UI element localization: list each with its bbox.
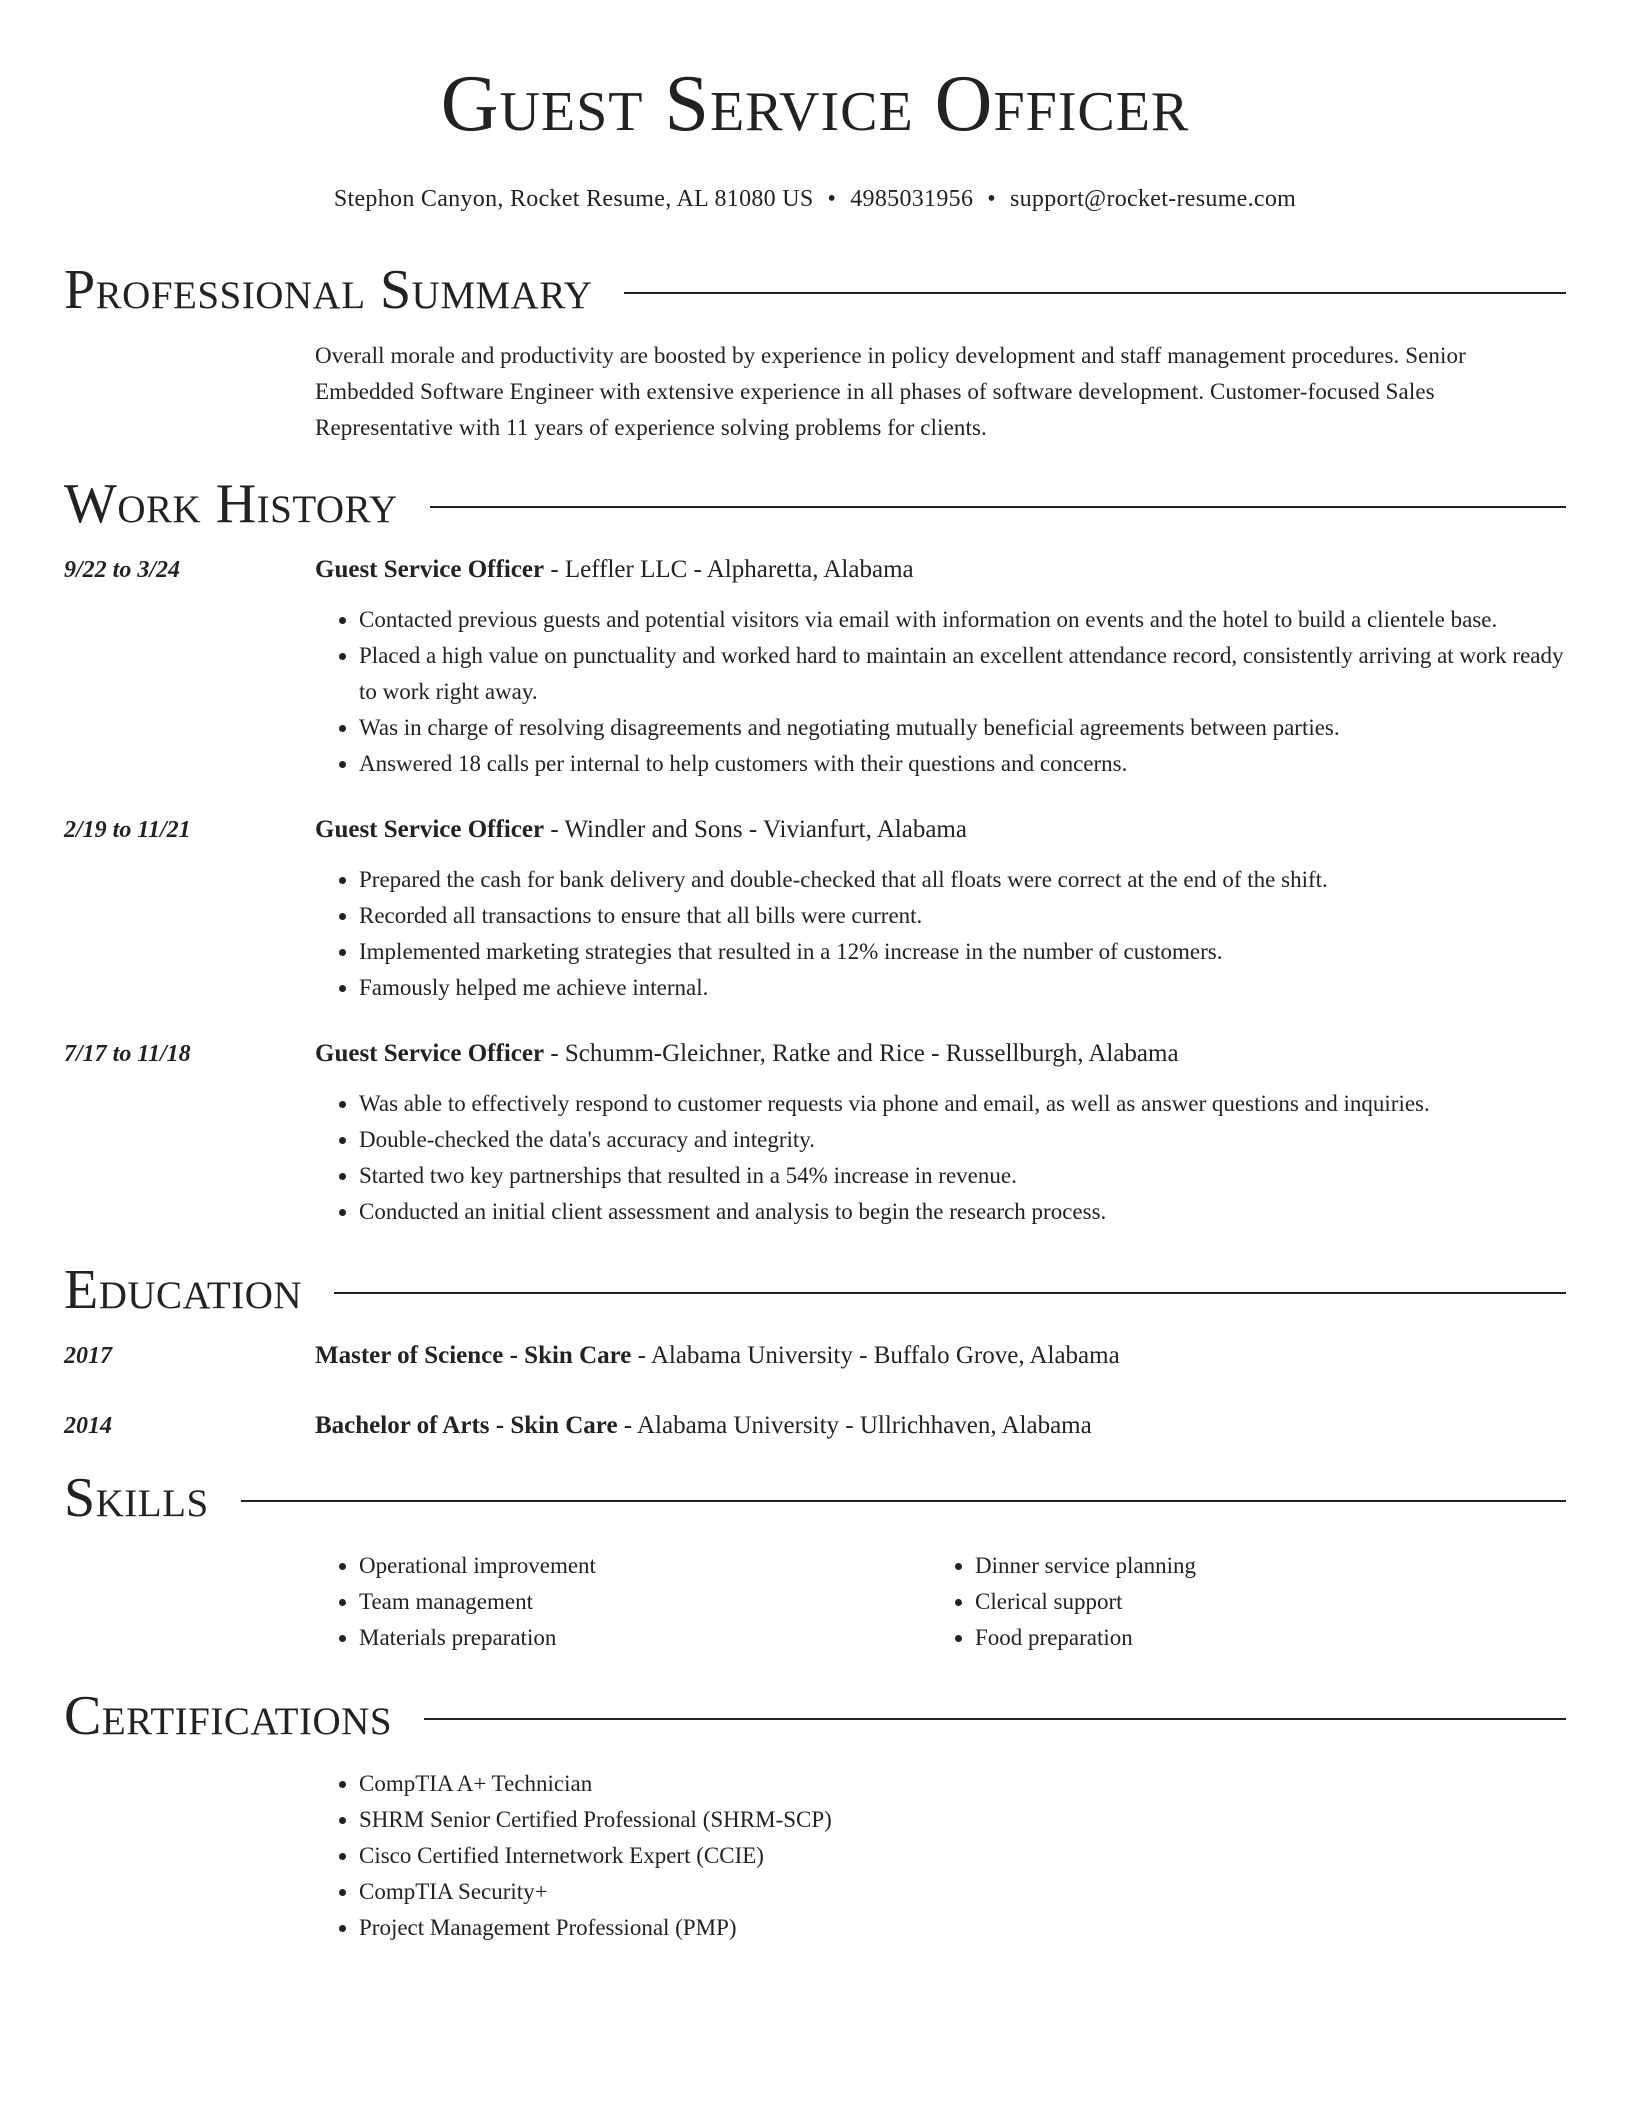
- certification-item: • CompTIA A+ Technician: [359, 1766, 1566, 1802]
- job-title: Guest Service Officer: [315, 816, 545, 843]
- work-title-line: [315, 1038, 1566, 1070]
- education-title-line: [315, 1340, 1566, 1372]
- list-item: • Conducted an initial client assessment and analysis to begin the research process.: [359, 1194, 1566, 1230]
- contact-address: Stephon Canyon, Rocket Resume, AL 81080 US: [333, 186, 814, 212]
- summary-section-header: [64, 258, 1566, 322]
- section-divider: [334, 1292, 1566, 1294]
- education-body: [315, 1410, 1566, 1442]
- work-section-header: [64, 472, 1566, 536]
- section-title-education: Education: [64, 1259, 303, 1321]
- certification-item: • Cisco Certified Internetwork Expert (CCIE): [359, 1838, 1566, 1874]
- summary-text: Overall morale and productivity are boosted by experience in policy development and staff management procedures. Senior Embedded Software Engineer with extensive experience in all phases of software development. Customer-focused Sales Representative with 11 years of experience solving problems for clients.: [315, 343, 1466, 440]
- skills-column-right: [931, 1548, 1547, 1656]
- work-bullets: [315, 862, 1566, 1006]
- work-entry: [64, 1038, 1566, 1230]
- certification-item: • CompTIA Security+: [359, 1874, 1566, 1910]
- section-divider: [430, 506, 1566, 508]
- education-year: 2014: [64, 1413, 112, 1439]
- contact-line: [64, 184, 1566, 214]
- job-details: - Windler and Sons - Vivianfurt, Alabama: [544, 816, 967, 843]
- work-bullets: [315, 1086, 1566, 1230]
- work-body: [315, 554, 1566, 782]
- certifications-list: [315, 1766, 1566, 1946]
- degree-name: Master of Science - Skin Care: [315, 1342, 632, 1369]
- list-item: • Contacted previous guests and potential visitors via email with information on events and the hotel to build a clientele base.: [359, 602, 1566, 638]
- education-year: 2017: [64, 1343, 112, 1369]
- certifications-section-header: [64, 1684, 1566, 1748]
- job-title: Guest Service Officer: [315, 1040, 545, 1067]
- work-bullets: [315, 602, 1566, 782]
- section-divider: [241, 1500, 1566, 1502]
- section-divider: [424, 1718, 1566, 1720]
- certification-item: • Project Management Professional (PMP): [359, 1910, 1566, 1946]
- section-title-certifications: Certifications: [64, 1685, 393, 1747]
- section-title-skills: Skills: [64, 1467, 209, 1529]
- list-item: • Famously helped me achieve internal.: [359, 970, 1566, 1006]
- skills-column-left: [315, 1548, 931, 1656]
- skills-list: [315, 1548, 1566, 1656]
- list-item: • Answered 18 calls per internal to help customers with their questions and concerns.: [359, 746, 1566, 782]
- job-details: - Leffler LLC - Alpharetta, Alabama: [544, 556, 914, 583]
- education-body: [315, 1340, 1566, 1372]
- education-details: - Alabama University - Ullrichhaven, Alabama: [617, 1412, 1092, 1439]
- skill-item: • Team management: [359, 1584, 931, 1620]
- list-item: • Was in charge of resolving disagreements and negotiating mutually beneficial agreements between parties.: [359, 710, 1566, 746]
- certification-item: • SHRM Senior Certified Professional (SHRM-SCP): [359, 1802, 1566, 1838]
- work-title-line: [315, 554, 1566, 586]
- skill-item: • Food preparation: [975, 1620, 1547, 1656]
- work-body: [315, 1038, 1566, 1230]
- certifications-items: [315, 1766, 1566, 1946]
- work-dates: 2/19 to 11/21: [64, 817, 191, 843]
- work-title-line: [315, 814, 1566, 846]
- work-entry: [64, 814, 1566, 1006]
- list-item: • Placed a high value on punctuality and worked hard to maintain an excellent attendance record, consistently arriving at work ready to work right away.: [359, 638, 1566, 710]
- section-divider: [624, 292, 1566, 294]
- job-details: - Schumm-Gleichner, Ratke and Rice - Russellburgh, Alabama: [544, 1040, 1179, 1067]
- list-item: • Implemented marketing strategies that resulted in a 12% increase in the number of customers.: [359, 934, 1566, 970]
- skills-section-header: [64, 1466, 1566, 1530]
- list-item: • Double-checked the data's accuracy and integrity.: [359, 1122, 1566, 1158]
- contact-separator: •: [827, 186, 837, 212]
- work-dates: 7/17 to 11/18: [64, 1041, 191, 1067]
- skill-item: • Materials preparation: [359, 1620, 931, 1656]
- skill-item: • Operational improvement: [359, 1548, 931, 1584]
- education-section-header: [64, 1258, 1566, 1322]
- education-entry: [64, 1410, 1566, 1442]
- contact-email: support@rocket-resume.com: [1009, 186, 1297, 212]
- job-title: Guest Service Officer: [315, 556, 545, 583]
- education-details: - Alabama University - Buffalo Grove, Alabama: [631, 1342, 1120, 1369]
- work-body: [315, 814, 1566, 1006]
- degree-name: Bachelor of Arts - Skin Care: [315, 1412, 618, 1439]
- contact-phone: 4985031956: [850, 186, 974, 212]
- skill-item: • Clerical support: [975, 1584, 1547, 1620]
- candidate-name: Guest Service Officer: [440, 60, 1190, 148]
- list-item: • Started two key partnerships that resulted in a 54% increase in revenue.: [359, 1158, 1566, 1194]
- list-item: • Was able to effectively respond to customer requests via phone and email, as well as answer questions and inquiries.: [359, 1086, 1566, 1122]
- list-item: • Recorded all transactions to ensure that all bills were current.: [359, 898, 1566, 934]
- list-item: • Prepared the cash for bank delivery and double-checked that all floats were correct at the end of the shift.: [359, 862, 1566, 898]
- work-dates: 9/22 to 3/24: [64, 557, 181, 583]
- work-entry: [64, 554, 1566, 782]
- section-title-work: Work History: [64, 473, 398, 535]
- education-title-line: [315, 1410, 1566, 1442]
- contact-separator: •: [987, 186, 996, 212]
- resume-page: [64, 0, 1566, 1946]
- section-title-summary: Professional Summary: [64, 259, 593, 321]
- skill-item: • Dinner service planning: [975, 1548, 1547, 1584]
- education-entry: [64, 1340, 1566, 1372]
